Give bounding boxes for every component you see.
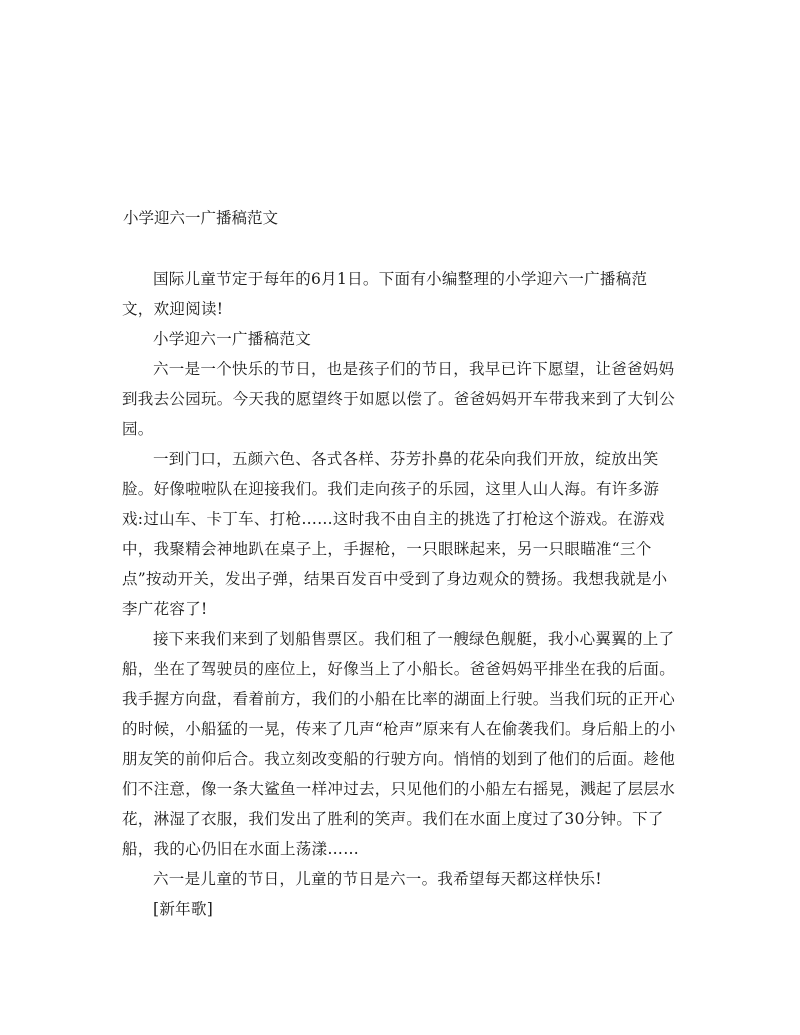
paragraph-intro: 国际儿童节定于每年的6月1日。下面有小编整理的小学迎六一广播稿范文，欢迎阅读!	[122, 270, 648, 318]
paragraph-boating: 接下来我们来到了划船售票区。我们租了一艘绿色舰艇，我小心翼翼的上了船，坐在了驾驶员的座位上，好像当上了小船长。爸爸妈妈平排坐在我的后面。我手握方向盘，看着前方，我们的小船在比率的湖面上行驶。当我们玩的正开心的时候，小船猛的一晃，传来了几声“枪声”原来有人在偷袭我们。身后船上的小朋友笑的前仰后合。我立刻改变船的行驶方向。悄悄的划到了他们的后面。趁他们不注意，像一条大鲨鱼一样冲过去，只见他们的小船左右摇晃，溅起了层层水花，淋湿了衣服，我们发出了胜利的笑声。我们在水面上度过了30分钟。下了船，我的心仍旧在水面上荡漾……	[122, 630, 676, 858]
paragraph-closing: 六一是儿童的节日，儿童的节日是六一。我希望每天都这样快乐!	[153, 870, 602, 888]
paragraph-opening: 六一是一个快乐的节日，也是孩子们的节日，我早已许下愿望，让爸爸妈妈到我去公园玩。今天我的愿望终于如愿以偿了。爸爸妈妈开车带我来到了大钊公园。	[122, 360, 676, 438]
paragraph-park-entrance: 一到门口，五颜六色、各式各样、芬芳扑鼻的花朵向我们开放，绽放出笑脸。好像啦啦队在迎接我们。我们走向孩子的乐园，这里人山人海。有许多游戏:过山车、卡丁车、打枪……这时我不由自主的挑选了打枪这个游戏。在游戏中，我聚精会神地趴在桌子上，手握枪，一只眼眯起来，另一只眼瞄准“三个点”按动开关，发出子弹，结果百发百中受到了身边观众的赞扬。我想我就是小李广花容了!	[122, 450, 668, 618]
paragraph-link-tag: [新年歌]	[153, 900, 214, 918]
document-title: 小学迎六一广播稿范文	[123, 209, 279, 227]
paragraph-subtitle: 小学迎六一广播稿范文	[153, 330, 312, 348]
document-body	[122, 264, 678, 924]
